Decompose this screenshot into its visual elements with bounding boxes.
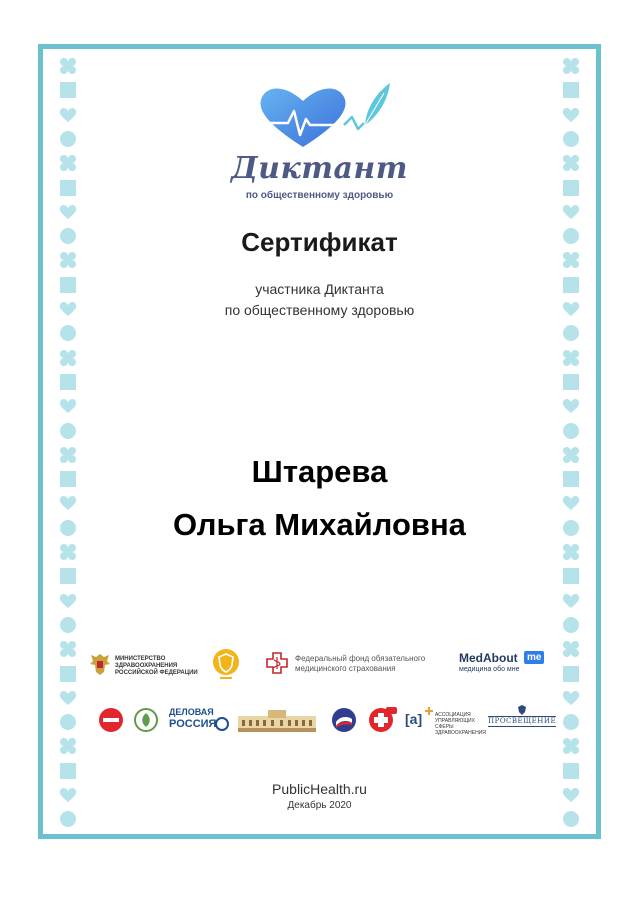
circle-icon: [59, 422, 77, 440]
square-icon: [562, 81, 580, 99]
heart-icon: [562, 106, 580, 124]
circle-icon: [59, 810, 77, 828]
foms-cross-icon: [265, 651, 289, 675]
partner-logos: [83, 645, 556, 745]
square-icon: [59, 762, 77, 780]
square-icon: [562, 762, 580, 780]
clover-icon: [562, 543, 580, 561]
partner-medabout: MedAbout me медицина обо мне: [459, 651, 559, 677]
clover-icon: [59, 737, 77, 755]
partner-delovaya-rossiya: ДЕЛОВАЯ РОССИЯ: [169, 707, 229, 733]
heart-icon: [59, 106, 77, 124]
square-icon: [59, 567, 77, 585]
heart-icon: [59, 592, 77, 610]
circle-icon: [562, 810, 580, 828]
recipient-given-names: Ольга Михайловна: [173, 507, 466, 542]
certificate-frame: [38, 44, 601, 839]
square-icon: [59, 665, 77, 683]
partner-flag-round-logo: [331, 707, 357, 733]
square-icon: [562, 567, 580, 585]
square-icon: [562, 373, 580, 391]
recipient-surname: Штарева: [251, 454, 388, 489]
circle-icon: [59, 130, 77, 148]
partner-building-logo: [238, 708, 316, 732]
partner-ministry: МИНИСТЕРСТВО ЗДРАВООХРАНЕНИЯ РОССИЙСКОЙ ФЕДЕРАЦИИ: [88, 651, 198, 677]
circle-icon: [59, 713, 77, 731]
partner-red-round-logo: [98, 707, 124, 733]
circle-icon: [562, 616, 580, 634]
d-arrow-icon: [215, 717, 229, 731]
heart-icon: [562, 203, 580, 221]
building-icon: [238, 710, 316, 732]
shield-small-icon: [517, 705, 527, 715]
clover-icon: [59, 349, 77, 367]
plus-icon: [425, 707, 433, 715]
partner-association: [a] АССОЦИАЦИЯ УПРАВЛЯЮЩИХ СФЕРЫ ЗДРАВООХРАНЕНИЯ: [405, 707, 480, 733]
circle-icon: [562, 713, 580, 731]
shield-icon: [211, 648, 241, 680]
heart-icon: [261, 88, 346, 147]
circle-icon: [562, 422, 580, 440]
partner-green-round-logo: [133, 707, 159, 733]
certificate-subtitle-line1: участника Диктанта: [255, 281, 384, 297]
clover-icon: [59, 57, 77, 75]
logo-subtitle: по общественному здоровью: [245, 190, 394, 201]
logo-title: Диктант: [230, 151, 409, 186]
footer-date: Декабрь 2020: [287, 800, 352, 811]
circle-icon: [562, 324, 580, 342]
clover-icon: [562, 640, 580, 658]
heart-icon: [562, 592, 580, 610]
heart-icon: [59, 689, 77, 707]
partner-red-cross-logo: [366, 705, 398, 733]
partner-prosveshchenie: ПРОСВЕЩЕНИЕ: [488, 705, 556, 733]
heart-icon: [562, 397, 580, 415]
heart-icon: [59, 397, 77, 415]
certificate-subtitle-line2: по общественному здоровью: [224, 302, 415, 318]
partner-foms: Федеральный фонд обязательного медицинского страхования: [265, 651, 455, 677]
clover-icon: [562, 57, 580, 75]
square-icon: [59, 81, 77, 99]
certificate-title: Сертификат: [241, 227, 398, 257]
square-icon: [562, 665, 580, 683]
clover-icon: [562, 737, 580, 755]
eagle-emblem-icon: [88, 651, 112, 677]
circle-icon: [59, 616, 77, 634]
square-icon: [59, 373, 77, 391]
clover-icon: [59, 640, 77, 658]
circle-icon: [59, 324, 77, 342]
partner-shield-logo: [211, 648, 241, 680]
heart-icon: [59, 203, 77, 221]
circle-icon: [562, 130, 580, 148]
footer-site: PublicHealth.ru: [272, 781, 367, 797]
dictant-logo: [248, 79, 398, 157]
heart-icon: [562, 689, 580, 707]
clover-icon: [562, 349, 580, 367]
clover-icon: [59, 543, 77, 561]
